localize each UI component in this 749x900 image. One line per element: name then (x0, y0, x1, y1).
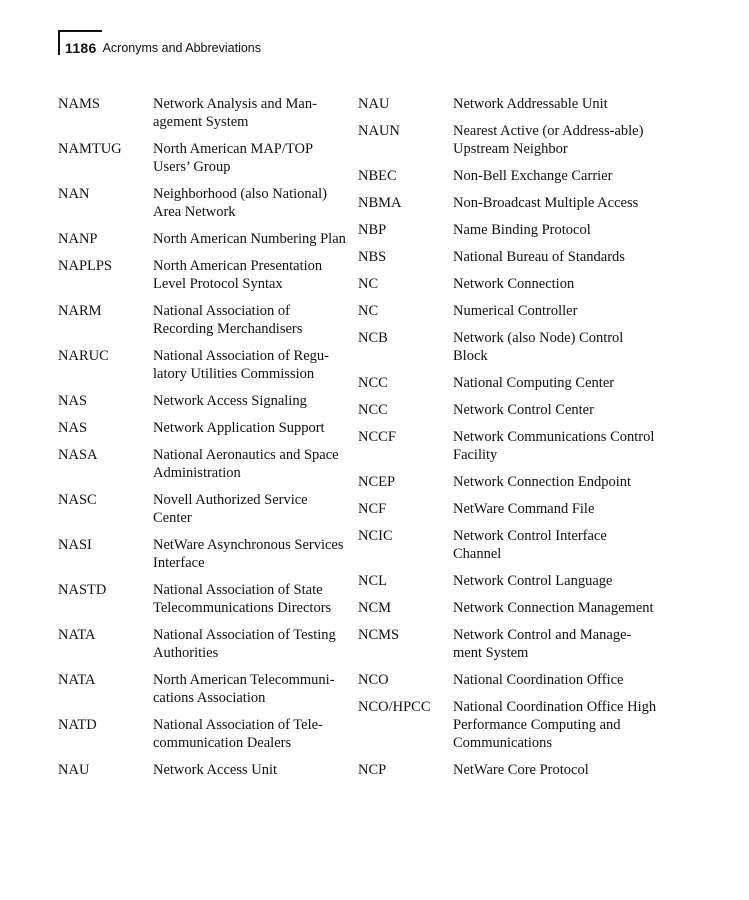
entry-definition: Network Control Language (453, 573, 613, 589)
entry-acronym: NCF (358, 501, 387, 517)
entry-definition: National Association of Testing Authorities (153, 627, 336, 661)
entry-definition: NetWare Command File (453, 501, 595, 517)
entry-acronym: NBP (358, 222, 387, 238)
glossary-entry (358, 248, 658, 266)
entry-acronym: NC (358, 276, 379, 292)
entry-acronym: NAUN (358, 123, 400, 139)
glossary-entry (58, 302, 348, 338)
entry-acronym: NARM (58, 303, 102, 319)
glossary-entry (358, 572, 658, 590)
glossary-entry (58, 626, 348, 662)
entry-acronym: NCEP (358, 474, 396, 490)
entry-acronym: NASC (58, 492, 97, 508)
entry-definition: Neighborhood (also National) Area Network (153, 186, 327, 220)
entry-definition: Network Access Unit (153, 762, 278, 778)
entry-acronym: NC (358, 303, 379, 319)
glossary-entry (358, 698, 658, 752)
entry-acronym: NCIC (358, 528, 393, 544)
entry-acronym: NATA (58, 627, 96, 643)
entry-definition: Network Connection (453, 276, 575, 292)
entry-definition: Network Control and Manage-ment System (453, 627, 632, 661)
entry-definition: North American Telecommuni-cations Association (153, 672, 335, 706)
entry-definition: National Association of Regu-latory Utilities Commission (153, 348, 329, 382)
entry-acronym: NATD (58, 717, 97, 733)
glossary-entry (58, 185, 348, 221)
glossary-entry (358, 194, 658, 212)
entry-acronym: NCB (358, 330, 388, 346)
entry-definition: Novell Authorized Service Center (153, 492, 308, 526)
entry-definition: NetWare Core Protocol (453, 762, 589, 778)
entry-acronym: NATA (58, 672, 96, 688)
page-number: 1186 (65, 40, 97, 56)
glossary-entry (58, 581, 348, 617)
glossary-entry (358, 374, 658, 392)
glossary-entry (358, 599, 658, 617)
entry-definition: North American Numbering Plan (153, 231, 346, 247)
glossary-entry (58, 671, 348, 707)
glossary-entry (358, 401, 658, 419)
entry-acronym: NCO (358, 672, 389, 688)
entry-acronym: NCC (358, 375, 388, 391)
entry-acronym: NCCF (358, 429, 396, 445)
entry-definition: Numerical Controller (453, 303, 578, 319)
entry-acronym: NANP (58, 231, 98, 247)
entry-definition: Network Addressable Unit (453, 96, 608, 112)
glossary-entry (58, 257, 348, 293)
entry-definition: National Association of State Telecommunications Directors (153, 582, 332, 616)
glossary-entry (358, 428, 658, 464)
entry-acronym: NAPLPS (58, 258, 112, 274)
glossary-entry (358, 671, 658, 689)
glossary-entry (58, 419, 348, 437)
glossary-entry (58, 140, 348, 176)
entry-definition: National Coordination Office High Performance Computing and Communications (453, 699, 657, 751)
entry-acronym: NCO/HPCC (358, 699, 431, 715)
entry-acronym: NASA (58, 447, 98, 463)
entry-definition: National Aeronautics and Space Administration (153, 447, 339, 481)
entry-definition: North American MAP/TOP Users’ Group (153, 141, 313, 175)
glossary-entry (58, 716, 348, 752)
entry-definition: Network Communications Control Facility (453, 429, 655, 463)
entry-definition: Non-Broadcast Multiple Access (453, 195, 639, 211)
glossary-entry (358, 761, 658, 779)
entry-definition: Network Control Center (453, 402, 594, 418)
glossary-entry (358, 626, 658, 662)
glossary-entry (358, 122, 658, 158)
glossary-entry (358, 527, 658, 563)
entry-definition: National Bureau of Standards (453, 249, 625, 265)
entry-definition: Name Binding Protocol (453, 222, 591, 238)
entry-definition: NetWare Asynchronous Services Interface (153, 537, 344, 571)
entry-definition: Non-Bell Exchange Carrier (453, 168, 613, 184)
entry-definition: Network Application Support (153, 420, 325, 436)
entry-acronym: NCL (358, 573, 387, 589)
entry-acronym: NAN (58, 186, 90, 202)
entry-acronym: NCMS (358, 627, 400, 643)
left-column (58, 95, 348, 788)
entry-acronym: NAU (58, 762, 90, 778)
entry-acronym: NAS (58, 393, 88, 409)
entry-acronym: NASI (58, 537, 92, 553)
entry-acronym: NASTD (58, 582, 107, 598)
running-head-title: Acronyms and Abbreviations (102, 41, 261, 55)
entry-definition: Network Control Interface Channel (453, 528, 607, 562)
entry-acronym: NCM (358, 600, 392, 616)
entry-acronym: NCP (358, 762, 387, 778)
entry-acronym: NAU (358, 96, 390, 112)
glossary-entry (358, 95, 658, 113)
glossary-entry (358, 473, 658, 491)
glossary-entry (58, 392, 348, 410)
entry-definition: National Computing Center (453, 375, 615, 391)
glossary-entry (58, 761, 348, 779)
entry-definition: National Association of Tele-communication Dealers (153, 717, 323, 751)
entry-definition: North American Presentation Level Protocol Syntax (153, 258, 323, 292)
entry-definition: National Association of Recording Merchandisers (153, 303, 303, 337)
entry-acronym: NAMTUG (58, 141, 122, 157)
glossary-entry (58, 347, 348, 383)
glossary-entry (358, 167, 658, 185)
entry-acronym: NBEC (358, 168, 397, 184)
glossary-entry (358, 275, 658, 293)
entry-definition: Network Analysis and Man-agement System (153, 96, 317, 130)
glossary-entry (58, 536, 348, 572)
entry-definition: Network Connection Management (453, 600, 654, 616)
entry-acronym: NCC (358, 402, 388, 418)
entry-acronym: NAMS (58, 96, 100, 112)
glossary-entry (58, 446, 348, 482)
right-column (358, 95, 658, 788)
glossary-entry (358, 329, 658, 365)
entry-acronym: NBMA (358, 195, 402, 211)
entry-definition: Network Connection Endpoint (453, 474, 632, 490)
glossary-entry (358, 500, 658, 518)
entry-acronym: NBS (358, 249, 387, 265)
entry-definition: Network Access Signaling (153, 393, 307, 409)
entry-acronym: NAS (58, 420, 88, 436)
glossary-entry (58, 491, 348, 527)
entry-definition: National Coordination Office (453, 672, 624, 688)
glossary-entry (358, 221, 658, 239)
entry-acronym: NARUC (58, 348, 109, 364)
page-header (58, 30, 261, 56)
glossary-entry (358, 302, 658, 320)
glossary-entry (58, 95, 348, 131)
entry-definition: Network (also Node) Control Block (453, 330, 624, 364)
entry-definition: Nearest Active (or Address-able) Upstream Neighbor (453, 123, 644, 157)
glossary-entry (58, 230, 348, 248)
